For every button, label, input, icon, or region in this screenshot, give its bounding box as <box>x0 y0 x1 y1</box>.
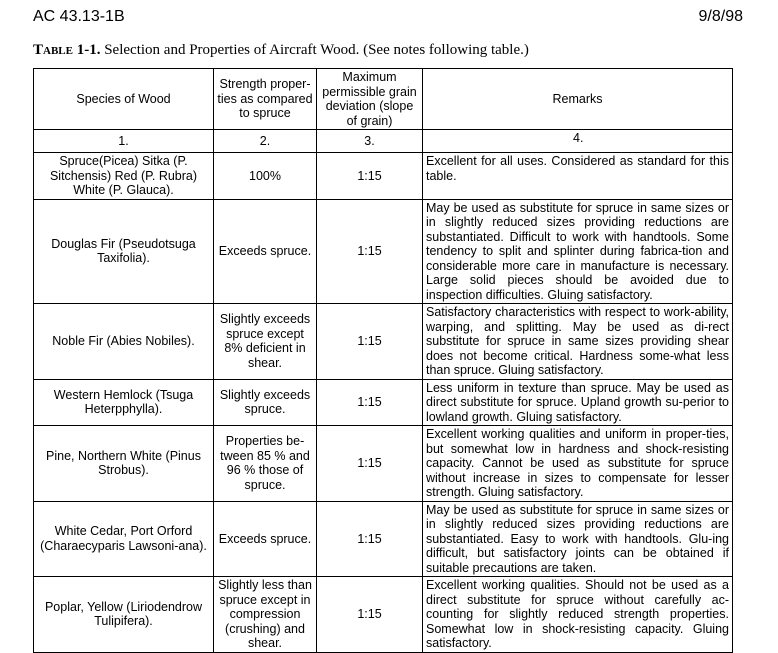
header-remarks: Remarks <box>423 69 733 130</box>
column-number-2: 2. <box>214 130 317 153</box>
strength-cell: Properties be-tween 85 % and 96 % those of spruce. <box>214 426 317 502</box>
remarks-cell: May be used as substitute for spruce in same sizes or in slightly reduced sizes providing reductions are substantiated. Difficult to work with handtools. Some tendency to split and splinter during fabrica-tion and considerable more care in manufacture is necessary. Large solid pieces should be avoided due to inspection difficulties. Gluing satisfactory. <box>423 199 733 304</box>
table-row <box>34 426 733 502</box>
remarks-cell: Excellent working qualities. Should not be used as a direct substitute for spruce without carefully ac-counting for slightly reduced strength properties. Somewhat low in shock-resisting capacity. Gluing satisfactory. <box>423 577 733 653</box>
deviation-cell: 1:15 <box>317 199 423 304</box>
deviation-cell: 1:15 <box>317 379 423 426</box>
table-row <box>34 501 733 577</box>
column-number-3: 3. <box>317 130 423 153</box>
remarks-cell: Excellent for all uses. Considered as standard for this table. <box>423 153 733 200</box>
table-caption-text: Selection and Properties of Aircraft Wood. (See notes following table.) <box>100 42 529 58</box>
table-row <box>34 304 733 380</box>
table-row <box>34 577 733 653</box>
strength-cell: Exceeds spruce. <box>214 501 317 577</box>
table-caption-label: Table 1-1. <box>33 42 101 58</box>
deviation-cell: 1:15 <box>317 426 423 502</box>
deviation-cell: 1:15 <box>317 153 423 200</box>
remarks-cell: May be used as substitute for spruce in same sizes or in slightly reduced sizes providing reductions are substantiated. Easy to work with handtools. Glu-ing difficult, but satisfactory joints can be obtained if suitable precautions are taken. <box>423 501 733 577</box>
column-number-4: 4. <box>423 130 733 153</box>
species-cell: Douglas Fir (Pseudotsuga Taxifolia). <box>34 199 214 304</box>
strength-cell: Slightly exceeds spruce. <box>214 379 317 426</box>
table-caption <box>33 42 529 59</box>
species-cell: Western Hemlock (Tsuga Heterpphylla). <box>34 379 214 426</box>
header-species: Species of Wood <box>34 69 214 130</box>
remarks-cell: Excellent working qualities and uniform in proper-ties, but somewhat low in hardness and shock-resisting capacity. Cannot be used as substitute for spruce without increase in sizes to compensate for lesser strength. Gluing satisfactory. <box>423 426 733 502</box>
table-row <box>34 153 733 200</box>
column-number-row <box>34 130 733 153</box>
wood-properties-table <box>33 68 733 653</box>
species-cell: White Cedar, Port Orford (Charaecyparis Lawsoni-ana). <box>34 501 214 577</box>
table-header-row <box>34 69 733 130</box>
strength-cell: Exceeds spruce. <box>214 199 317 304</box>
table-row <box>34 379 733 426</box>
species-cell: Spruce(Picea) Sitka (P. Sitchensis) Red (P. Rubra) White (P. Glauca). <box>34 153 214 200</box>
strength-cell: 100% <box>214 153 317 200</box>
document-date: 9/8/98 <box>698 8 743 25</box>
species-cell: Noble Fir (Abies Nobiles). <box>34 304 214 380</box>
header-deviation: Maximum permissible grain deviation (slope of grain) <box>317 69 423 130</box>
remarks-cell: Less uniform in texture than spruce. May be used as direct substitute for spruce. Upland growth su-perior to lowland growth. Gluing satisfactory. <box>423 379 733 426</box>
species-cell: Pine, Northern White (Pinus Strobus). <box>34 426 214 502</box>
remarks-cell: Satisfactory characteristics with respect to work-ability, warping, and splitting. May be used as di-rect substitute for spruce in same sizes providing shear does not become critical. Hardness some-what less than spruce. Gluing satisfactory. <box>423 304 733 380</box>
strength-cell: Slightly less than spruce except in compression (crushing) and shear. <box>214 577 317 653</box>
deviation-cell: 1:15 <box>317 577 423 653</box>
header-strength: Strength proper-ties as compared to spruce <box>214 69 317 130</box>
document-id: AC 43.13-1B <box>33 8 125 25</box>
deviation-cell: 1:15 <box>317 501 423 577</box>
deviation-cell: 1:15 <box>317 304 423 380</box>
strength-cell: Slightly exceeds spruce except 8% deficient in shear. <box>214 304 317 380</box>
column-number-1: 1. <box>34 130 214 153</box>
table-row <box>34 199 733 304</box>
species-cell: Poplar, Yellow (Liriodendrow Tulipifera). <box>34 577 214 653</box>
